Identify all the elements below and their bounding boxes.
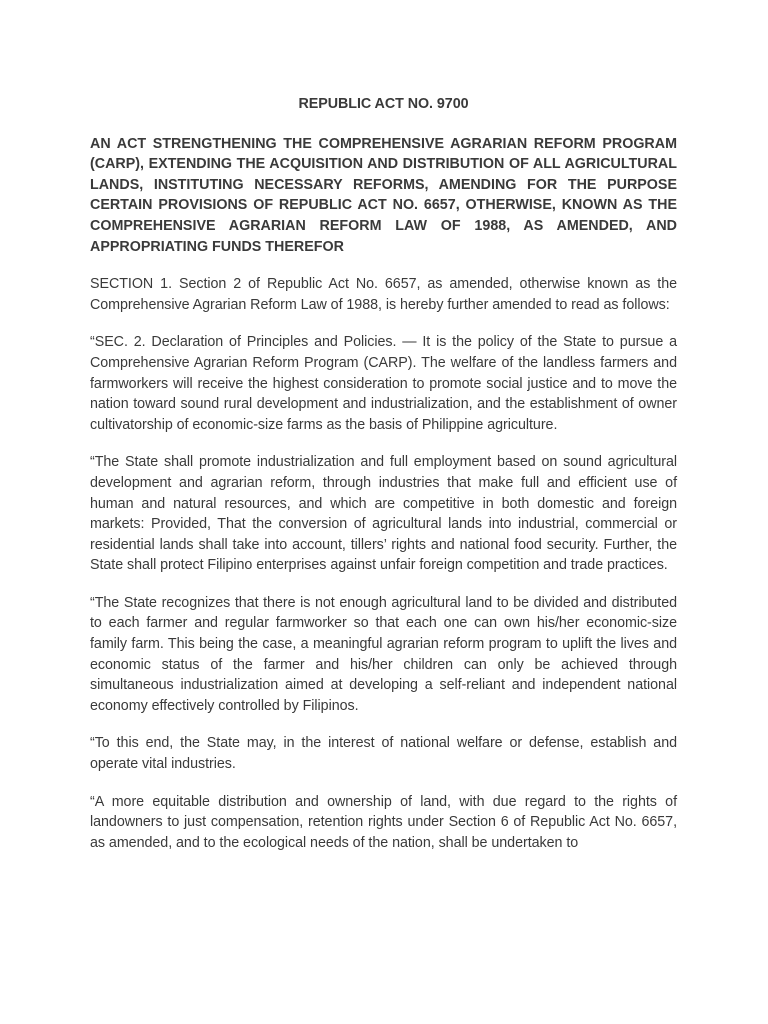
act-title: AN ACT STRENGTHENING THE COMPREHENSIVE AGRARIAN REFORM PROGRAM (CARP), EXTENDING THE ACQUISITION AND DISTRIBUTION OF ALL AGRICULTURAL LANDS, INSTITUTING NECESSARY REFORMS, AMENDING FOR THE PURPOSE CERTAIN PROVISIONS OF REPUBLIC ACT NO. 6657, OTHERWISE, KNOWN AS THE COMPREHENSIVE AGRARIAN REFORM LAW OF 1988, AS AMENDED, AND APPROPRIATING FUNDS THEREFOR [90,135,677,255]
equitable-distribution-paragraph: “A more equitable distribution and ownership of land, with due regard to the rights of landowners to just compensation, retention rights under Section 6 of Republic Act No. 6657, as amended, and to the ecological needs of the nation, shall be undertaken to [90,793,677,851]
act-number-heading: REPUBLIC ACT NO. 9700 [298,96,469,112]
industrialization-paragraph: “The State shall promote industrialization and full employment based on sound agricultural development and agrarian reform, through industries that make full and efficient use of human and natural resources, and which are competitive in both domestic and foreign markets: Provided, That the conversion of agricultural lands into industrial, commercial or residential lands shall take into account, tillers’ rights and national food security. Further, the State shall protect Filipino enterprises against unfair foreign competition and trade practices. [90,454,677,574]
declaration-paragraph: “SEC. 2. Declaration of Principles and Policies. — It is the policy of the State to pursue a Comprehensive Agrarian Reform Program (CARP). The welfare of the landless farmers and farmworkers will receive the highest consideration to promote social justice and to move the nation toward sound rural development and industrialization, and the establishment of owner cultivatorship of economic-size farms as the basis of Philippine agriculture. [90,334,677,433]
document-page [90,94,677,870]
land-distribution-paragraph: “The State recognizes that there is not enough agricultural land to be divided and distributed to each farmer and regular farmworker so that each one can own his/her economic-size family farm. This being the case, a meaningful agrarian reform program to uplift the lives and economic status of the farmer and his/her children can only be achieved through simultaneous industrialization aimed at developing a self-reliant and independent national economy effectively controlled by Filipinos. [90,594,677,714]
vital-industries-paragraph: “To this end, the State may, in the interest of national welfare or defense, establish and operate vital industries. [90,735,677,773]
section-1-paragraph: SECTION 1. Section 2 of Republic Act No. 6657, as amended, otherwise known as the Comprehensive Agrarian Reform Law of 1988, is hereby further amended to read as follows: [90,276,677,313]
